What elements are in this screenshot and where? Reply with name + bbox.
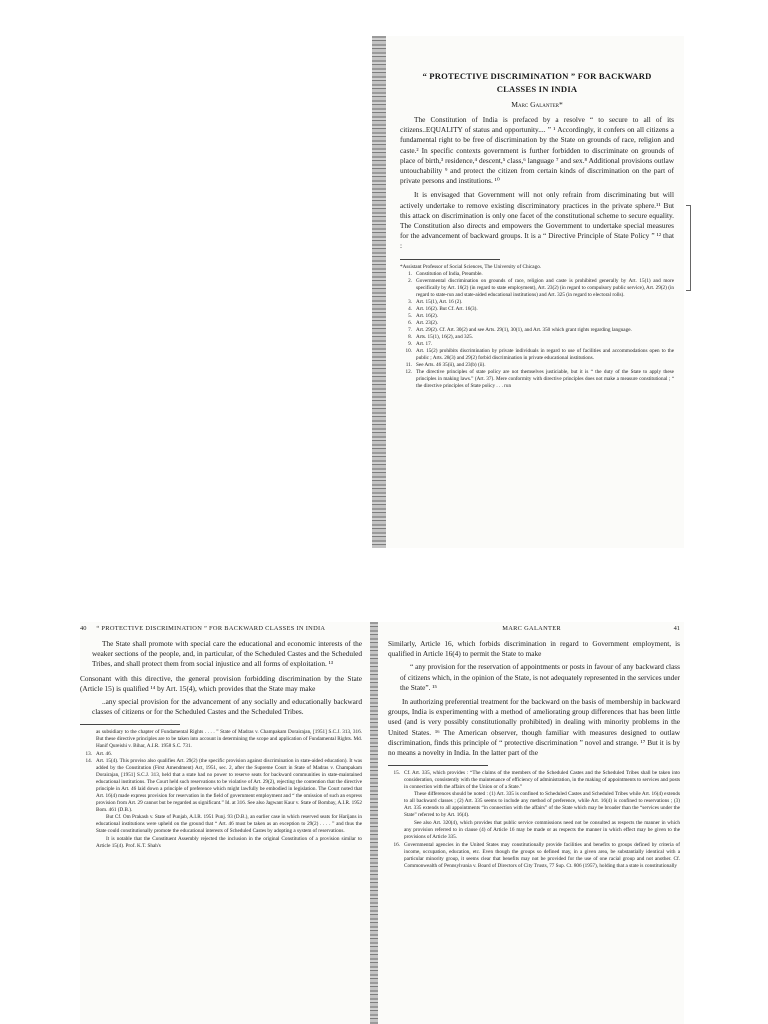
footnote-text: Art. 15(1), Art. 16 (2). [416,298,463,305]
running-head-title: “ PROTECTIVE DISCRIMINATION ” FOR BACKWARD CLASSES IN INDIA [96,625,326,632]
footnote [400,327,674,334]
footnote [388,842,680,870]
footnote-text: Governmental discrimination on grounds of race, religion and caste is prohibited generally by Art. 15(1) and more specifically by Art. 16(2) (in regard to state employment), Art. 23(2) (in regard to compulsory public service), Art. 29(2) (in regard to state-run and state-aided educational institutions) and Art. 325 (in regard to electoral rolls). [416,277,674,298]
footnote-paragraph: These differences should be noted : (1) Art. 335 is confined to Scheduled Castes and Scheduled Tribes while Art. 16(4) extends to all backward classes ; (2) Art. 335 seems to include any method of preference, while Art. 16(4) is confined to reservations ; (3) Art. 335 extends to all appointments “in connection with the affairs” of the State which may be broader than the “services under the State” referred to by Art. 16(4). [404,791,680,819]
footnote-continuation: as subsidiary to the chapter of Fundamental Rights . . . . ” State of Madras v. Champakam Dorairajan, [1951] S.C.J. 313, 316. But these directive principles are to be taken into account in determining the scope and application of Fundamental Rights. Md. Hanif Qureishi v. Bihar, A.I.R. 1958 S.C. 731. [96,729,362,750]
footnote-number: 5. [408,312,412,319]
footnote-text: Art. 15(2) prohibits discrimination by private individuals in regard to use of facilities and accommodations open to the public ; Arts. 28(3) and 29(2) forbid discrimination in private educational institutions. [416,347,674,361]
top-page [372,36,684,548]
footnote-rule [388,765,488,766]
footnote-number: 13. [85,751,92,758]
consonant-paragraph: Consonant with this directive, the general provision forbidding discrimination by the State (Article 15) is qualified ¹⁴ by Art. 15(4), which provides that the State may make [80,673,362,693]
footnote [80,758,362,814]
footnote [400,271,674,278]
footnote-text: Arts. 15(1), 16(2), and 325. [416,333,474,340]
footnote-text: Art. 29(2). Cf. Art. 30(2) and see Arts. 29(1), 30(1), and Art. 350 which grant rights regarding language. [416,326,632,333]
footnote-text: Cf. Art. 335, which provides : “The claims of the members of the Scheduled Castes and the Scheduled Tribes shall be taken into consideration, consistently with the maintenance of efficiency of administration, in the making of appointments to services and posts in connection with the affairs of the Union or of a State.” [404,770,680,791]
footnote [400,278,674,299]
page-number: 41 [673,625,680,632]
running-head-spacer [388,624,390,633]
footnote-text: Art. 15(4). This proviso also qualifies Art. 29(2) (the specific provision against discrimination in state-aided education). It was added by the Constitution (First Amendment) Act, 1951, sec. 2, after the Supreme Court in State of Madras v. Champakam Dorairajan, [1951] S.C.J. 313, held that a state had no power to reserve seats for backward communities in state-maintained educational institutions. The Court held such reservations to be violative of Art. 29(2), rejecting the contention that the directive principle in Art. 46 laid down a principle of preference which might lawfully be embodied in legislation. The Court noted that Art. 16(4) made express provision for reservation in the field of government employment and “ the omission of such an express provision from Art. 29 cannot but be regarded as significant.” Id. at 316. See also Jagwant Kaur v. State of Bombay, A.I.R. 1952 Bom. 461 (D.B.). [96,758,362,814]
footnote-rule [400,259,500,260]
footnote-text: Art. 16(2). But Cf. Art. 16(3). [416,305,478,312]
footnote [400,369,674,390]
book-spine-shadow [370,622,378,1024]
page-number: 40 [80,625,87,632]
envisaged-paragraph: It is envisaged that Government will not only refrain from discriminating but will actively undertake to remove existing discriminatory practices in the private sphere.¹¹ But this attack on discrimination is only one facet of the constitutional scheme to secure equality. The Constitution also directs and empowers the Government to undertake special measures for the advancement of backward groups. It is a “ Directive Principle of State Policy ” ¹² that : [400,190,674,251]
footnote-text: Art. 23(2). [416,319,439,326]
footnote-number: 8. [408,333,412,340]
footnote [400,362,674,369]
footnote [400,306,674,313]
footnote-number: 15. [393,770,400,777]
article-15-4-quote: ..any special provision for the advancement of any socially and educationally backward classes of citizens or for the Scheduled Castes and the Scheduled Tribes. [92,697,362,717]
article-16-4-quote: “ any provision for the reservation of appointments or posts in favour of any backward class of citizens which, in the opinion of the State, is not adequately represented in the services under the State”. ¹⁵ [400,662,680,692]
footnote-paragraph: See also Art. 320(4), which provides that public service commissions need not be consulted as respects the manner in which any provision referred to in clause (4) of Article 16 may be made or as respects the manner in which effect may be given to the provisions of Article 335. [404,820,680,841]
footnote-text: Art. 17. [416,340,432,347]
footnote-number: 14. [85,758,92,765]
footnote-text: Art. 16(2). [416,312,439,319]
footnote-paragraph: It is notable that the Constituent Assembly rejected the inclusion in the original Constitution of a provision similar to Article 15(4). Prof. K.T. Shah's [96,836,362,850]
footnote-number: 7. [408,326,412,333]
footnote-number: 16. [393,842,400,849]
footnote [400,313,674,320]
author-footnote: *Assistant Professor of Social Sciences, The University of Chicago. [400,263,542,270]
footnote-number: 6. [408,319,412,326]
footnote-number: 10. [405,347,412,354]
footnote-text: Governmental agencies in the United States may constitutionally provide facilities and benefits to groups defined by criteria of income, occupation, education, etc. Even though the groups so defined may, in a given area, be substantially identical with a particular minority group, it seems clear that benefits may not be provided for the use of one racial group and not another. Cf. Commonwealth of Pennsylvania v. Board of Directors of City Trusts, 77 Sup. Ct. 806 (1957), holding that a state is constitutionally [404,842,680,870]
footnote-text: Constitution of India, Preamble. [416,270,483,277]
footnote-number: 4. [408,305,412,312]
footnote-number: 12. [405,368,412,375]
footnote-list [388,770,680,791]
footnote-list [388,842,680,870]
footnote [400,334,674,341]
right-page-content [388,624,680,870]
author-name: Marc Galanter* [511,100,563,109]
similarly-paragraph: Similarly, Article 16, which forbids discrimination in regard to Government employment, is qualified in Article 16(4) to permit the State to make [388,639,680,659]
pencil-margin-bracket [686,205,691,291]
footnote-number: 9. [408,340,412,347]
footnote-list [400,271,674,390]
footnote [388,770,680,791]
footnote [400,348,674,362]
footnote-text: The directive principles of state policy are not themselves justiciable, but it is “ the duty of the State to apply these principles in making laws.” (Art. 37). Mere conformity with directive principles does not make a measure constitutional ; “ the directive principles of State policy . . . run [416,368,674,389]
footnote-rule [80,724,180,725]
book-spine-shadow [372,36,386,548]
footnote [400,299,674,306]
intro-paragraph: The Constitution of India is prefaced by a resolve “ to secure to all of its citizens..EQUALITY of status and opportunity.... ” ¹ Accordingly, it confers on all citizens a fundamental right to be free of discrimination by the State on grounds of race, religion and caste.² In specific contexts government is further forbidden to discriminate on grounds of place of birth,³ residence,⁴ descent,⁵ class,⁶ language ⁷ and sex.⁸ Additional provisions outlaw untouchability ⁹ and protect the citizen from certain kinds of discrimination on the part of private persons and institutions. ¹⁰ [400,115,674,186]
right-page [370,622,684,1024]
left-page-content [80,624,362,851]
footnote-number: 11. [405,361,412,368]
authorizing-paragraph: In authorizing preferential treatment for the backward on the basis of membership in backward groups, India is experimenting with a method of ameliorating group differences that has been little used (and is very possibly constitutionally prohibited) in dealing with minority problems in the United States. ¹⁶ The American observer, though familiar with measures designed to outlaw discrimination, finds this principle of “ protective discrimination ” novel and strange. ¹⁷ But it is by no means a novelty in India. In the latter part of the [388,697,680,758]
footnote-list [80,751,362,814]
footnote-text: Art. 46. [96,751,112,758]
footnote-paragraph: But Cf. Om Prakash v. State of Punjab, A.I.R. 1951 Punj. 93 (D.B.), an earlier case in which reserved seats for Harijans in educational institutions were upheld on the ground that “ Art. 46 must be taken as an exception to 29(2) . . . . ” and thus the State could constitutionally promote the educational interests of Scheduled Castes by adopting a system of reservations. [96,814,362,835]
footnote [400,320,674,327]
running-head [80,624,362,633]
left-page [80,622,380,1024]
running-head-title: MARC GALANTER [502,625,561,632]
article-title [400,70,674,96]
footnote [400,341,674,348]
footnote-number: 1. [408,270,412,277]
title-line-1: “ PROTECTIVE DISCRIMINATION ” FOR BACKWARD [422,71,652,81]
footnote-number: 3. [408,298,412,305]
footnote-number: 2. [408,277,412,284]
title-line-2: CLASSES IN INDIA [496,84,578,94]
running-head [388,624,680,633]
top-page-content [400,70,674,390]
article-46-quote: The State shall promote with special care the educational and economic interests of the weaker sections of the people, and, in particular, of the Scheduled Castes and the Scheduled Tribes, and shall protect them from social injustice and all forms of exploitation. ¹³ [92,639,362,669]
footnote-text: See Arts. 46 35(ii), and 23(b) (ii). [416,361,486,368]
